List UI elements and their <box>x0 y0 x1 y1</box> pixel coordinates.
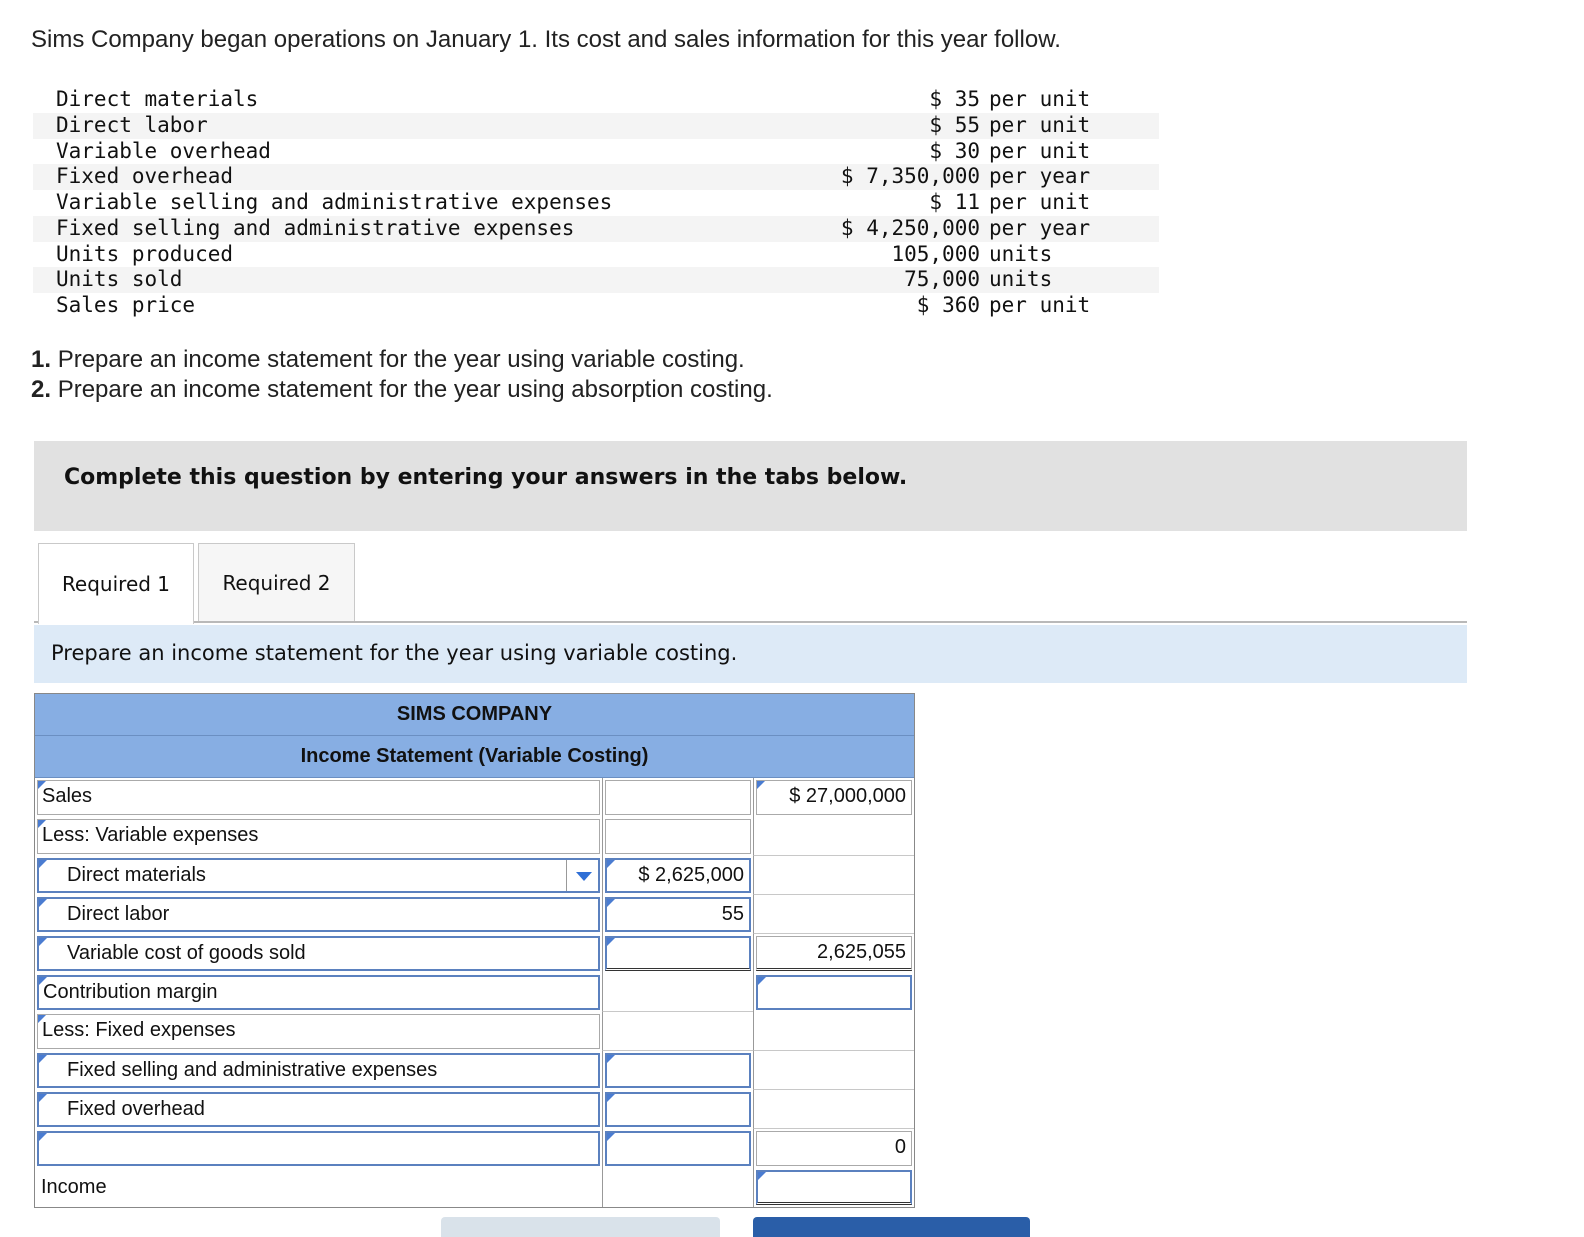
statement-row-variable-cogs <box>35 934 914 973</box>
entry-marker-icon <box>607 1094 615 1102</box>
expense-select[interactable] <box>37 1053 600 1088</box>
entry-marker-icon <box>38 781 46 789</box>
cost-row <box>33 216 1159 242</box>
cost-row <box>33 242 1159 268</box>
amount-value: 55 <box>721 903 744 925</box>
statement-row-fixed-total <box>35 1129 914 1168</box>
statement-row-direct-materials <box>35 856 914 895</box>
cost-unit: per unit <box>989 293 1091 317</box>
row-label-input[interactable] <box>37 975 600 1010</box>
statement-row-fixed-selling-admin <box>35 1051 914 1090</box>
entry-marker-icon <box>607 899 615 907</box>
requirement-text: Prepare an income statement for the year using variable costing. <box>57 346 745 373</box>
cost-label: Direct materials <box>56 87 259 111</box>
expense-select[interactable] <box>37 897 600 932</box>
requirements-list <box>31 345 773 405</box>
entry-marker-icon <box>39 899 47 907</box>
entry-marker-icon <box>39 1133 47 1141</box>
cost-label: Variable selling and administrative expenses <box>56 190 613 214</box>
cost-amount: $ 35 <box>929 87 980 111</box>
cost-label: Units sold <box>33 267 800 293</box>
tab-divider <box>34 621 1467 623</box>
chevron-down-icon[interactable] <box>566 860 598 891</box>
cost-unit: units <box>980 267 1159 293</box>
cost-info-table <box>33 87 1159 319</box>
cost-row <box>33 190 1159 216</box>
tab-required-2[interactable]: Required 2 <box>198 543 355 622</box>
income-input[interactable] <box>756 1170 912 1205</box>
entry-marker-icon <box>607 1055 615 1063</box>
requirement-text: Prepare an income statement for the year using absorption costing. <box>57 376 773 403</box>
total-input[interactable]: 0 <box>756 1131 912 1166</box>
cost-amount: $ 55 <box>800 113 980 139</box>
row-label: Variable cost of goods sold <box>67 942 306 964</box>
cost-row <box>33 293 1159 319</box>
amount-input[interactable] <box>605 1131 751 1166</box>
statement-row-less-variable <box>35 817 914 856</box>
prev-tab-button[interactable] <box>441 1217 720 1237</box>
instruction-text: Prepare an income statement for the year using variable costing. <box>51 641 738 665</box>
cost-amount: $ 7,350,000 <box>800 164 980 190</box>
row-label-input[interactable] <box>37 1014 600 1049</box>
cost-row <box>33 113 1159 139</box>
entry-marker-icon <box>39 938 47 946</box>
cost-unit: per unit <box>989 190 1091 214</box>
amount-input[interactable] <box>605 936 751 971</box>
next-tab-button[interactable] <box>753 1217 1030 1237</box>
cost-label: Sales price <box>56 293 196 317</box>
entry-marker-icon <box>39 1094 47 1102</box>
expense-select[interactable] <box>37 858 600 893</box>
statement-row-sales <box>35 778 914 817</box>
tab-required-1[interactable]: Required 1 <box>38 543 194 624</box>
row-label: Sales <box>42 785 93 807</box>
cost-unit: per year <box>980 216 1159 242</box>
cost-row <box>33 267 1159 293</box>
row-label-input[interactable] <box>37 780 600 815</box>
cost-unit: units <box>989 241 1053 266</box>
amount-input[interactable] <box>605 1092 751 1127</box>
entry-marker-icon <box>39 1055 47 1063</box>
amount-input[interactable] <box>605 1053 751 1088</box>
entry-marker-icon <box>758 977 766 985</box>
cost-label: Direct labor <box>33 113 800 139</box>
entry-marker-icon <box>39 860 47 868</box>
total-input[interactable]: 2,625,055 <box>756 936 912 971</box>
company-name: SIMS COMPANY <box>35 694 914 736</box>
row-label: Fixed overhead <box>67 1098 205 1120</box>
entry-marker-icon <box>607 860 615 868</box>
cost-unit: per unit <box>989 87 1091 111</box>
entry-marker-icon <box>39 977 47 985</box>
cost-amount: 75,000 <box>800 267 980 293</box>
cost-amount: $ 30 <box>929 138 980 163</box>
statement-row-fixed-overhead <box>35 1090 914 1129</box>
cost-row <box>33 139 1159 165</box>
statement-row-less-fixed <box>35 1012 914 1051</box>
cost-unit: per year <box>980 164 1159 190</box>
row-label: Contribution margin <box>43 981 218 1003</box>
requirement-1 <box>31 345 773 375</box>
entry-marker-icon <box>757 781 765 789</box>
cost-row <box>33 164 1159 190</box>
expense-select[interactable] <box>37 936 600 971</box>
total-value: $ 27,000,000 <box>789 785 906 807</box>
cost-label: Units produced <box>56 241 234 266</box>
entry-marker-icon <box>38 820 46 828</box>
entry-marker-icon <box>607 1133 615 1141</box>
total-input[interactable] <box>756 975 912 1010</box>
row-label: Less: Fixed expenses <box>42 1019 236 1041</box>
statement-row-income <box>35 1168 914 1207</box>
cost-label: Variable overhead <box>56 138 271 163</box>
amount-input[interactable] <box>605 858 751 893</box>
cost-label: Fixed selling and administrative expenses <box>33 216 800 242</box>
cost-row <box>33 87 1159 113</box>
expense-select[interactable] <box>37 1092 600 1127</box>
banner-text: Complete this question by entering your answers in the tabs below. <box>64 465 908 490</box>
amount-input[interactable] <box>605 819 751 854</box>
entry-marker-icon <box>758 1172 766 1180</box>
cost-unit: per unit <box>980 113 1159 139</box>
row-label-input[interactable] <box>37 819 600 854</box>
instructions-banner <box>34 441 1467 531</box>
entry-marker-icon <box>607 938 615 946</box>
tab-instruction <box>34 625 1467 683</box>
statement-row-contribution-margin <box>35 973 914 1012</box>
total-input[interactable] <box>756 780 912 815</box>
row-label: Fixed selling and administrative expenses <box>67 1059 438 1081</box>
cost-label: Fixed overhead <box>33 164 800 190</box>
cost-amount: $ 4,250,000 <box>800 216 980 242</box>
cost-unit: per unit <box>989 138 1091 163</box>
cost-amount: $ 11 <box>929 190 980 214</box>
requirement-number: 1. <box>31 346 52 373</box>
amount-input[interactable] <box>605 780 751 815</box>
amount-input[interactable] <box>605 897 751 932</box>
row-label: Direct labor <box>67 903 170 925</box>
statement-title: Income Statement (Variable Costing) <box>35 736 914 778</box>
requirement-number: 2. <box>31 376 52 403</box>
problem-intro: Sims Company began operations on January 1. Its cost and sales information for this year follow. <box>31 26 1061 53</box>
cost-amount: $ 360 <box>916 293 980 317</box>
cost-amount: 105,000 <box>891 241 980 266</box>
statement-row-direct-labor <box>35 895 914 934</box>
row-label-input[interactable] <box>37 1131 600 1166</box>
row-label: Income <box>41 1176 107 1198</box>
amount-value: $ 2,625,000 <box>638 864 744 886</box>
row-label: Less: Variable expenses <box>42 824 259 846</box>
entry-marker-icon <box>38 1015 46 1023</box>
requirement-2 <box>31 375 773 405</box>
row-label: Direct materials <box>67 864 206 886</box>
income-statement-table <box>34 693 915 1208</box>
